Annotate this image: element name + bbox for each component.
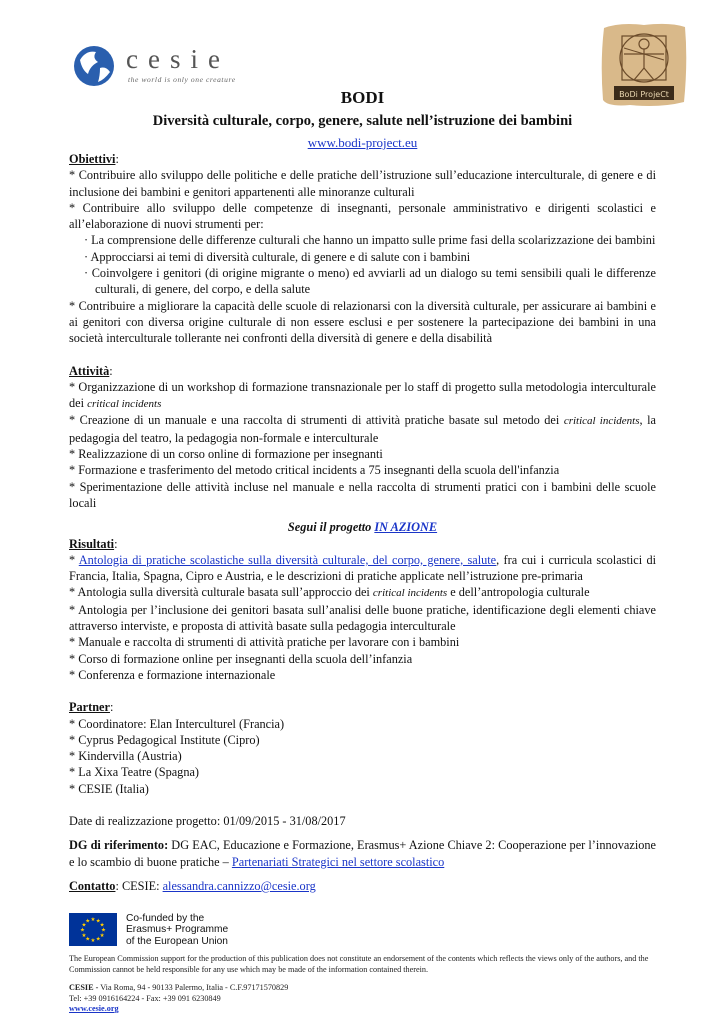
attivita-item: * Realizzazione di un corso online di formazione per insegnanti: [69, 447, 383, 462]
partner-item: * CESIE (Italia): [69, 781, 149, 796]
partenariati-link[interactable]: Partenariati Strategici nel settore scolastico: [231, 854, 445, 869]
risultati-text: , fra cui i curricula scolastici di Francia, Italia, Spagna, Cipro e Austria, e le descrizioni di pratiche applicate nell’istruzione pre-primaria: [69, 552, 657, 584]
cesie-logo: [70, 42, 270, 92]
antologia-link[interactable]: Antologia di pratiche scolastiche sulla diversità culturale, del corpo, genere, salute: [78, 552, 497, 567]
eu-star: ★: [101, 927, 106, 934]
bodi-logo-label: BoDi ProjeCt: [619, 90, 669, 99]
cesie-wordmark: cesie: [126, 44, 230, 74]
obiettivi-item: * Contribuire a migliorare la capacità delle scuole di relazionarsi con la diversità culturale, per assicurare ai bambini e ai genitori con diversa origine culturale di non essere esclusi e per sostenere la partecipazione dei bambini in una società interculturale tollerante nei confronti della diversità di genere e della disabilità: [69, 298, 656, 346]
risultati-heading: Risultati: [69, 536, 115, 551]
attivita-italic: critical incidents: [563, 415, 640, 428]
partner-colon: :: [109, 700, 114, 715]
risultati-item: * Antologia per l’inclusione dei genitori basata sull’analisi delle buone pratiche, identificazione degli elementi chiave attraverso interviste, e proposta di attività basate sulla pedagogia interculturale: [69, 602, 656, 634]
risultati-colon: :: [114, 536, 118, 551]
attivita-italic: critical incidents: [87, 398, 162, 411]
footer: [69, 983, 288, 1015]
risultati-item: [69, 552, 656, 585]
risultati-text: * Antologia sulla diversità culturale basata sull’approccio dei: [69, 585, 373, 600]
eu-star: ★: [99, 922, 105, 929]
eu-star: ★: [81, 922, 87, 929]
contact-line: [69, 878, 656, 894]
risultati-item: * Conferenza e formazione internazionale: [69, 667, 276, 682]
attivita-item: * Formazione e trasferimento del metodo critical incidents a 75 insegnanti della scuola dell'infanzia: [69, 463, 560, 478]
eu-flag-icon: [69, 913, 117, 946]
eu-cofunding-text: [126, 913, 228, 947]
eu-star: ★: [80, 927, 85, 934]
footer-org: CESIE -: [69, 983, 99, 992]
partner-item: * La Xixa Teatre (Spagna): [69, 765, 200, 780]
eu-star: ★: [90, 917, 96, 923]
risultati-item: * Corso di formazione online per insegnanti della scuola dell’infanzia: [69, 651, 413, 666]
attivita-text: * Creazione di un manuale e una raccolta di strumenti di attività pratiche basate sul metodo dei: [69, 413, 564, 428]
attivita-heading: Attività: [69, 363, 110, 378]
contatto-text: : CESIE:: [115, 878, 163, 893]
obiettivi-subitem: · Approcciarsi ai temi di diversità culturale, di genere e di salute con i bambini: [84, 249, 471, 264]
eu-star: ★: [85, 918, 91, 925]
eu-star: ★: [81, 932, 87, 939]
attivita-text: , la pedagogia del teatro, la pedagogia non-formale e interculturale: [69, 413, 656, 445]
attivita-item: * Sperimentazione delle attività incluse nel manuale e nella raccolta di strumenti pratici con i bambini delle scuole locali: [69, 479, 656, 510]
partner-heading: Partner: [69, 700, 110, 715]
eu-star: ★: [95, 936, 101, 943]
partner-item: * Kindervilla (Austria): [69, 749, 182, 764]
dg-text: DG EAC, Educazione e Formazione, Erasmus+ Azione Chiave 2: Cooperazione per l’innovazione e lo scambio di buone pratiche –: [69, 838, 656, 869]
obiettivi-item: * Contribuire allo sviluppo delle competenze di insegnanti, personale amministrativo e dirigenti scolastici e all’elaborazione di nuovi strumenti per:: [69, 200, 656, 232]
eu-star: ★: [95, 918, 101, 925]
project-dates: Date di realizzazione progetto: 01/09/2015 - 31/08/2017: [69, 813, 346, 828]
attivita-item: [69, 412, 656, 446]
eu-line: of the European Union: [126, 935, 228, 947]
dg-label: DG di riferimento:: [69, 838, 169, 853]
cesie-tagline: the world is only one creature: [128, 75, 236, 84]
attivita-item: [69, 379, 656, 413]
risultati-italic: critical incidents: [372, 587, 448, 600]
contact-email-link[interactable]: alessandra.cannizzo@cesie.org: [162, 878, 316, 893]
eu-disclaimer: The European Commission support for the production of this publication does not constitute an endorsement of the contents which reflects the views only of the authors, and the Commission cannot be held responsible for any use which may be made of the information contained therein.: [69, 954, 649, 974]
contatto-heading: Contatto: [69, 878, 116, 893]
obiettivi-colon: :: [115, 152, 119, 166]
eu-line: Erasmus+ Programme: [126, 924, 229, 936]
project-website-link[interactable]: www.bodi-project.eu: [307, 135, 418, 150]
obiettivi-item: * Contribuire allo sviluppo delle politiche e delle pratiche dell’istruzione sull’educazione interculturale, di genere e di inclusione dei bambini e genitori appartenenti alle minoranze culturali: [69, 168, 656, 199]
partner-item: * Coordinatore: Elan Interculturel (Francia): [69, 716, 285, 731]
attivita-text: * Organizzazione di un workshop di formazione transnazionale per lo staff di progetto sulla metodologia interculturale dei: [69, 379, 656, 411]
document-body: [69, 151, 656, 894]
follow-project-line: [69, 519, 656, 535]
risultati-item: * Manuale e raccolta di strumenti di attività pratiche per lavorare con i bambini: [69, 635, 460, 650]
dg-reference: [69, 837, 656, 870]
eu-line: Co-funded by the: [126, 913, 205, 924]
footer-website-link[interactable]: www.cesie.org: [69, 1004, 119, 1014]
risultati-text: *: [69, 552, 79, 567]
page-subtitle: Diversità culturale, corpo, genere, salute nell’istruzione dei bambini: [152, 113, 573, 129]
in-azione-link[interactable]: IN AZIONE: [374, 520, 438, 535]
footer-phone: Tel: +39 0916164224 - Fax: +39 091 6230849: [69, 993, 221, 1003]
globe-icon: [70, 42, 118, 90]
risultati-text: e dell’antropologia culturale: [447, 585, 590, 600]
eu-star: ★: [99, 932, 105, 939]
page-title: BODI: [340, 88, 385, 107]
obiettivi-subitem: · La comprensione delle differenze culturali che hanno un impatto sulle prime fasi della scolarizzazione dei bambini: [84, 233, 656, 248]
obiettivi-subitem: · Coinvolgere i genitori (di origine migrante o meno) ed avviarli ad un dialogo su temi sensibili quali le differenze culturali, di genere, del corpo, e della salute: [84, 266, 656, 297]
eu-cofunding-logo: [69, 913, 369, 949]
attivita-colon: :: [109, 363, 113, 378]
follow-text: Segui il progetto: [287, 520, 375, 535]
obiettivi-heading: Obiettivi: [69, 152, 116, 166]
footer-address: Via Roma, 94 - 90133 Palermo, Italia - C.F.97171570829: [98, 983, 289, 992]
eu-star: ★: [90, 938, 96, 944]
partner-item: * Cyprus Pedagogical Institute (Cipro): [69, 732, 260, 747]
risultati-item: [69, 584, 656, 601]
eu-star: ★: [85, 936, 91, 943]
